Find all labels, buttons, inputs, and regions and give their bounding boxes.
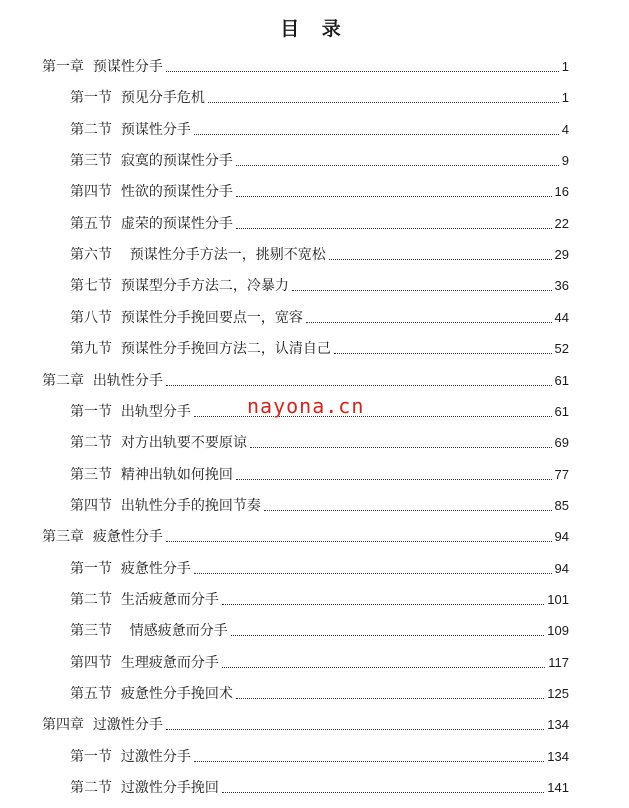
dot-leader xyxy=(222,667,545,668)
toc-section-entry[interactable] xyxy=(70,493,569,515)
toc-page-number: 85 xyxy=(554,497,569,513)
toc-entry-label: 第一节 过激性分手 xyxy=(70,748,191,765)
dot-leader xyxy=(166,71,559,72)
toc-entry-label: 第四章 过激性分手 xyxy=(42,717,163,734)
toc-chapter-entry[interactable] xyxy=(42,712,569,734)
dot-leader xyxy=(334,353,552,354)
toc-entry-label: 第一节 疲惫性分手 xyxy=(70,560,191,577)
toc-page-number: 52 xyxy=(554,341,569,357)
toc-page-number: 141 xyxy=(547,780,569,796)
toc-entry-label: 第七节 预谋型分手方法二，冷暴力 xyxy=(70,278,289,295)
dot-leader xyxy=(166,729,544,730)
toc-entry-label: 第二节 生活疲惫而分手 xyxy=(70,591,219,608)
toc-chapter-entry[interactable] xyxy=(42,524,569,546)
toc-entry-label: 第四节 性欲的预谋性分手 xyxy=(70,184,233,201)
toc-section-entry[interactable] xyxy=(70,148,569,170)
toc-section-entry[interactable] xyxy=(70,305,569,327)
toc-section-entry[interactable] xyxy=(70,85,569,107)
dot-leader xyxy=(222,604,544,605)
toc-page-number: 16 xyxy=(554,184,569,200)
toc-page-number: 4 xyxy=(561,121,569,137)
toc-entry-label: 第五节 虚荣的预谋性分手 xyxy=(70,215,233,232)
toc-section-entry[interactable] xyxy=(70,211,569,233)
dot-leader xyxy=(194,573,552,574)
toc-entry-label: 第二章 出轨性分手 xyxy=(42,372,163,389)
dot-leader xyxy=(236,165,559,166)
toc-page-number: 117 xyxy=(548,654,569,670)
toc-section-entry[interactable] xyxy=(70,179,569,201)
dot-leader xyxy=(292,290,552,291)
dot-leader xyxy=(166,385,552,386)
toc-page-number: 61 xyxy=(554,403,569,419)
toc-section-entry[interactable] xyxy=(70,117,569,139)
dot-leader xyxy=(236,479,552,480)
watermark: nayona.cn xyxy=(247,394,365,418)
toc-entry-label: 第五节 疲惫性分手挽回术 xyxy=(70,686,233,702)
toc-entry-label: 第一章 预谋性分手 xyxy=(42,59,163,75)
dot-leader xyxy=(222,792,544,793)
toc-chapter-entry[interactable] xyxy=(42,368,569,390)
dot-leader xyxy=(208,102,559,103)
toc-entry-label: 第四节 出轨性分手的挽回节奏 xyxy=(70,497,261,514)
toc-entry-label: 第二节 预谋性分手 xyxy=(70,121,191,138)
toc-page-number: 134 xyxy=(547,717,569,733)
toc-section-entry[interactable] xyxy=(70,336,569,358)
toc-page-number: 61 xyxy=(554,372,569,388)
toc-entry-label: 第一节 预见分手危机 xyxy=(70,90,205,107)
toc-page-number: 125 xyxy=(547,686,569,701)
page-title: 目 录 xyxy=(280,18,349,40)
dot-leader xyxy=(264,510,552,511)
toc-entry-label: 第八节 预谋性分手挽回要点一，宽容 xyxy=(70,309,303,326)
toc-page-number: 9 xyxy=(561,153,569,169)
dot-leader xyxy=(194,761,544,762)
toc-page-number: 36 xyxy=(554,278,569,294)
toc-entry-label: 第三节 精神出轨如何挽回 xyxy=(70,466,233,483)
dot-leader xyxy=(306,322,552,323)
toc-section-entry[interactable] xyxy=(70,775,569,797)
toc-section-entry[interactable] xyxy=(70,587,569,609)
toc-section-entry[interactable] xyxy=(70,556,569,578)
dot-leader xyxy=(236,698,544,699)
toc-entry-label: 第九节 预谋性分手挽回方法二，认清自己 xyxy=(70,341,331,358)
toc-section-entry[interactable] xyxy=(70,462,569,484)
toc-page-number: 77 xyxy=(554,466,569,482)
toc-page-number: 94 xyxy=(554,560,569,576)
toc-section-entry[interactable] xyxy=(70,273,569,295)
toc-entry-label: 第二节 对方出轨要不要原谅 xyxy=(70,435,247,452)
toc-page-number: 109 xyxy=(547,623,569,639)
toc-page-number: 101 xyxy=(547,591,569,607)
toc-section-entry[interactable] xyxy=(70,242,569,264)
toc-page-number: 29 xyxy=(554,247,569,263)
toc-section-entry[interactable] xyxy=(70,430,569,452)
dot-leader xyxy=(194,134,559,135)
toc-entry-label: 第四节 生理疲惫而分手 xyxy=(70,654,219,671)
dot-leader xyxy=(329,259,552,260)
dot-leader xyxy=(250,447,552,448)
toc-chapter-entry[interactable] xyxy=(42,54,569,76)
toc-section-entry[interactable] xyxy=(70,618,569,640)
toc-entry-label: 第六节 预谋性分手方法一，挑剔不宽松 xyxy=(70,247,326,264)
toc-entry-label: 第一节 出轨型分手 xyxy=(70,403,191,420)
dot-leader xyxy=(236,196,552,197)
toc-entry-label: 第三章 疲惫性分手 xyxy=(42,529,163,546)
dot-leader xyxy=(231,635,544,636)
toc-page-number: 44 xyxy=(554,309,569,325)
toc-page-number: 1 xyxy=(561,59,569,74)
toc-entry-label: 第三节 寂寞的预谋性分手 xyxy=(70,153,233,170)
toc-section-entry[interactable] xyxy=(70,681,569,703)
toc-page-number: 134 xyxy=(547,748,569,764)
toc-section-entry[interactable] xyxy=(70,650,569,672)
toc-page-number: 69 xyxy=(554,435,569,451)
toc-entry-label: 第三节 情感疲惫而分手 xyxy=(70,623,228,640)
toc-section-entry[interactable] xyxy=(70,744,569,766)
toc-page-number: 1 xyxy=(561,90,569,106)
toc-entry-label: 第二节 过激性分手挽回 xyxy=(70,780,219,797)
dot-leader xyxy=(236,228,552,229)
toc-page-number: 22 xyxy=(554,215,569,231)
toc-page-number: 94 xyxy=(554,529,569,545)
dot-leader xyxy=(166,541,552,542)
